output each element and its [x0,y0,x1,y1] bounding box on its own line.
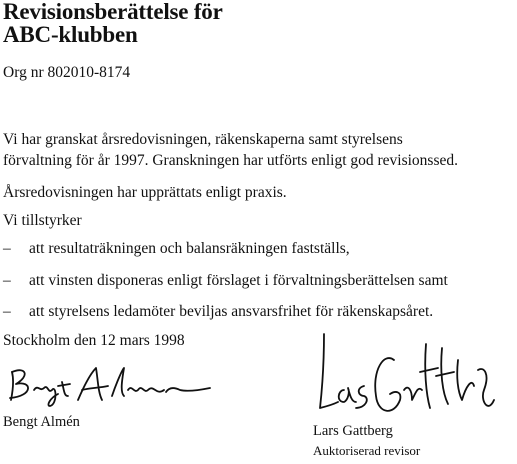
signatory-title: Auktoriserad revisor [313,443,421,458]
title-line-2: ABC-klubben [3,22,138,47]
bullet-dash: – [3,303,11,320]
signatory-name: Bengt Almén [3,414,80,430]
paragraph-3: Vi tillstyrker [3,212,82,229]
bullet-text: att resultaträkningen och balansräkningen fastställs, [29,240,350,257]
bullet-item [3,271,448,291]
document-title [3,0,223,46]
paragraph-1-line-1: Vi har granskat årsredovisningen, räkenskaperna samt styrelsens [3,131,403,148]
bullet-item [3,239,350,259]
signatory-name: Lars Gattberg [313,423,393,439]
paragraph-1-line-2: förvaltning för år 1997. Granskningen har utförts enligt god revisionssed. [3,152,459,169]
title-line-1: Revisionsberättelse för [3,0,223,24]
place-and-date: Stockholm den 12 mars 1998 [3,332,185,349]
signature-lars-gattberg [308,330,498,430]
signature-bengt-almen [4,360,214,410]
bullet-dash: – [3,272,11,289]
org-number: Org nr 802010-8174 [3,64,131,81]
bullet-item [3,302,433,322]
bullet-text: att styrelsens ledamöter beviljas ansvarsfrihet för räkenskapsåret. [29,303,434,320]
bullet-text: att vinsten disponeras enligt förslaget i förvaltningsberättelsen samt [29,272,448,289]
bullet-dash: – [3,240,11,257]
paragraph-2: Årsredovisningen har upprättats enligt praxis. [3,184,287,201]
